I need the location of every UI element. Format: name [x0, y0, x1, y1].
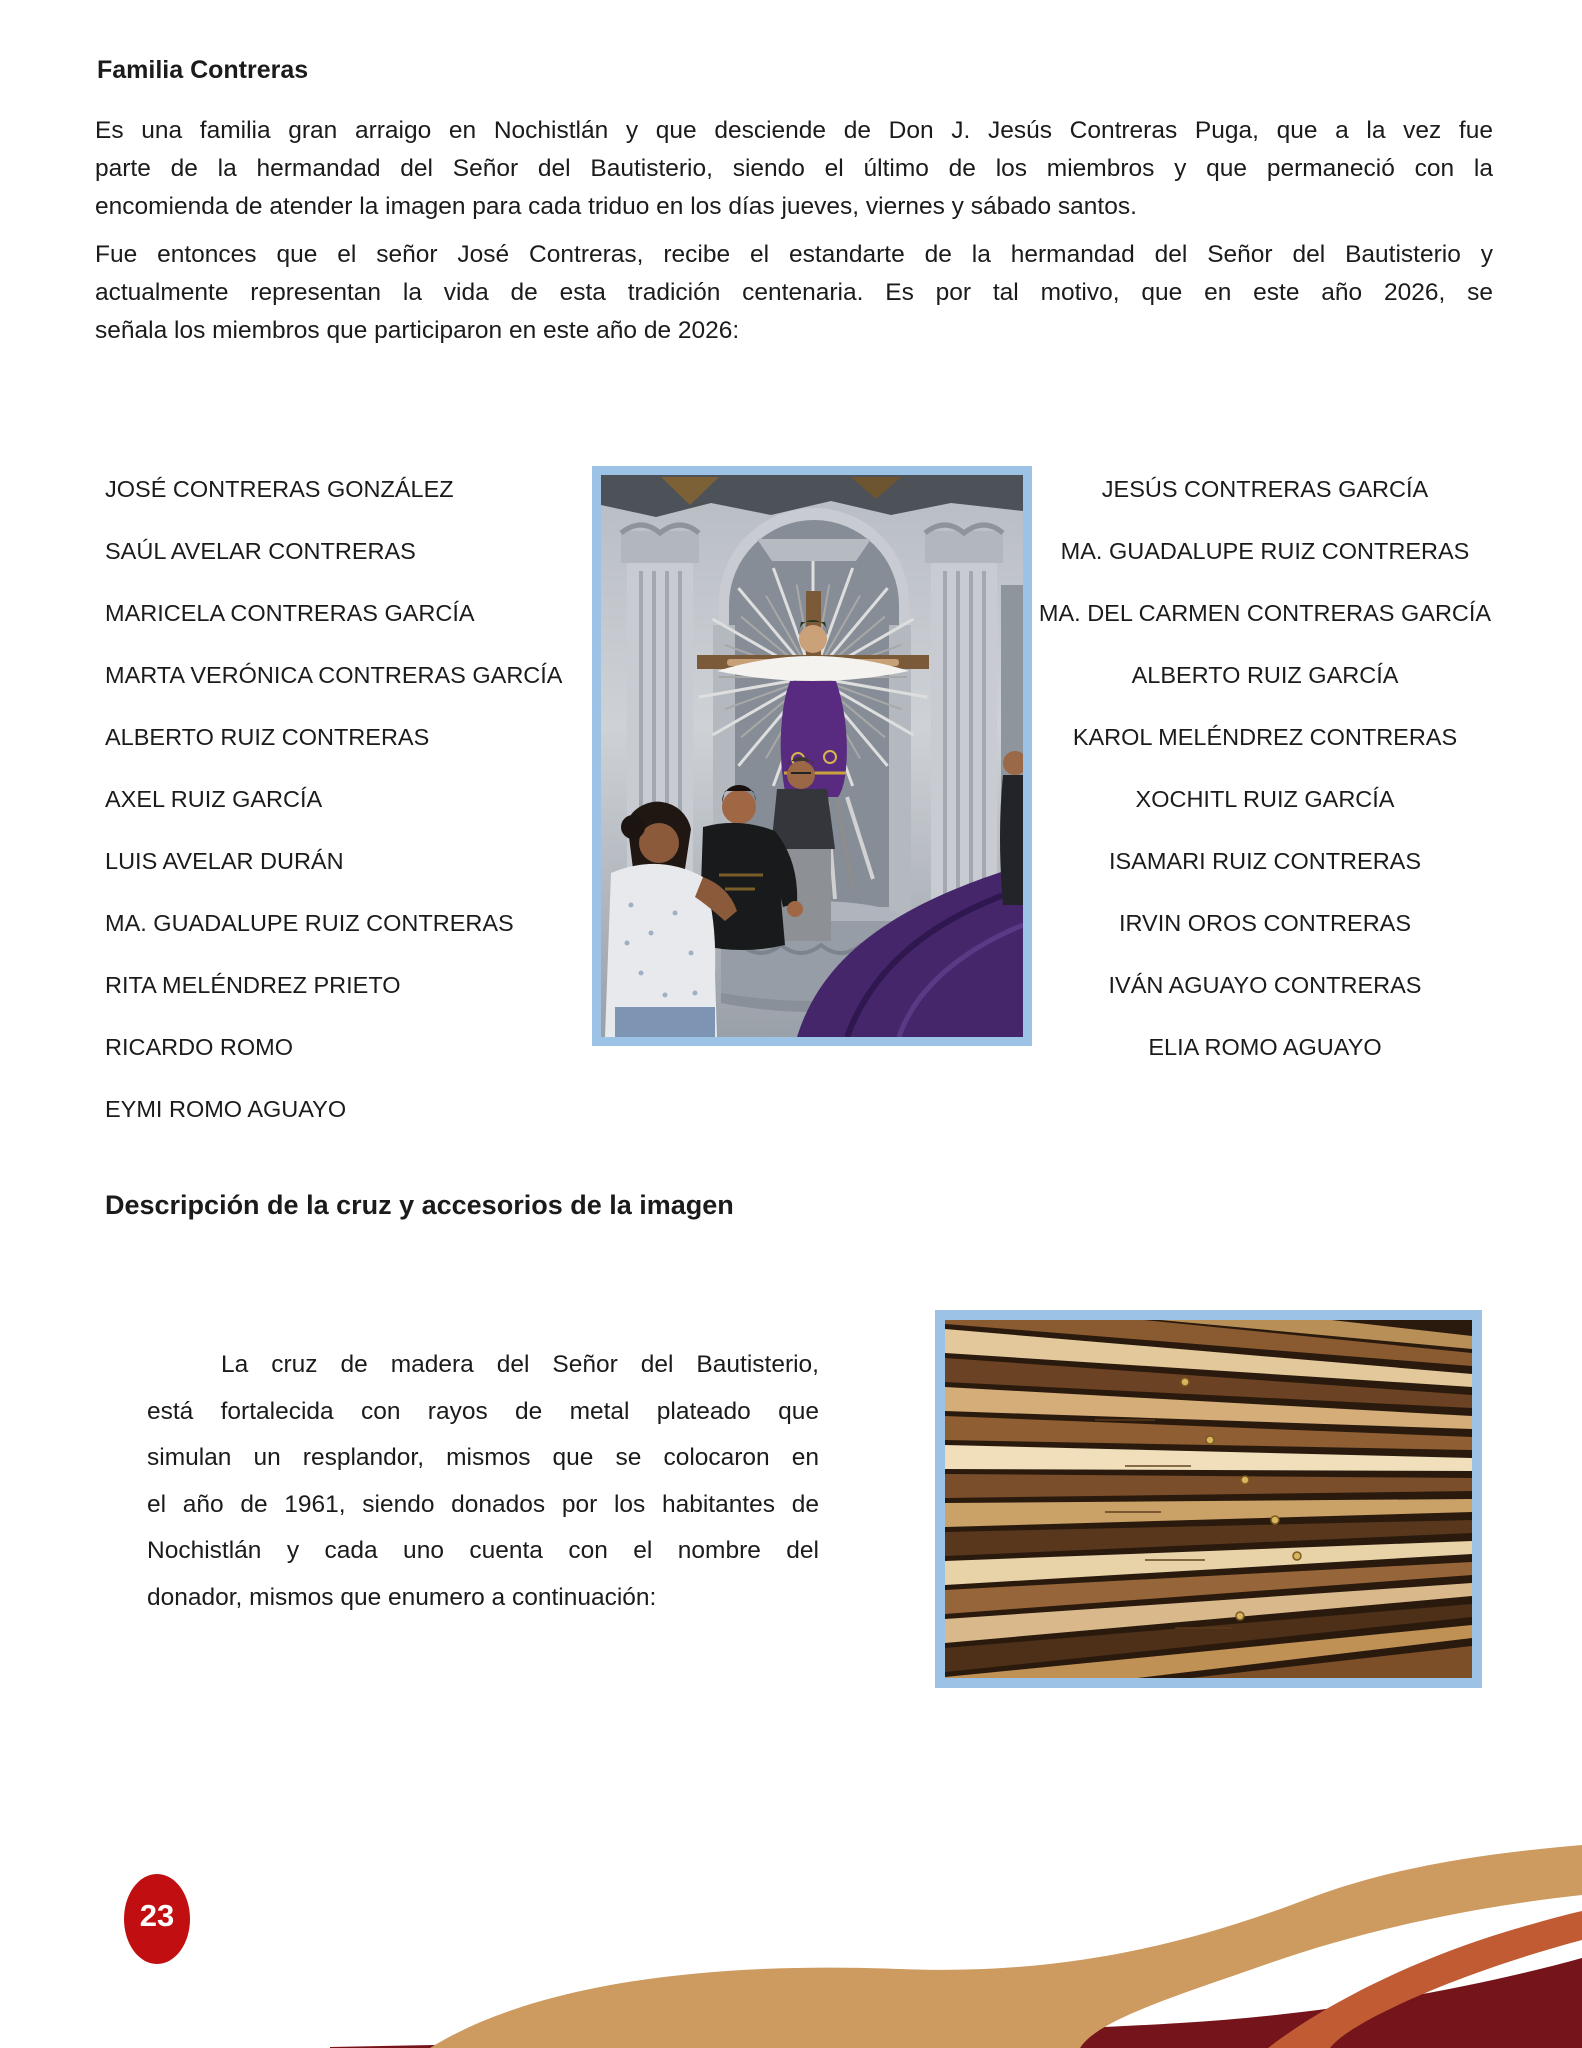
member-name: SAÚL AVELAR CONTRERAS [105, 538, 416, 564]
paragraph-line: el año de 1961, siendo donados por los habitantes de [147, 1490, 819, 1518]
member-name: MA. GUADALUPE RUIZ CONTRERAS [1060, 538, 1470, 564]
member-name: MA. GUADALUPE RUIZ CONTRERAS [105, 910, 514, 936]
paragraph-line: Fue entonces que el señor José Contreras, recibe el estandarte de la hermandad del Señor del Bautisterio y [95, 241, 1493, 268]
paragraph-line: está fortalecida con rayos de metal plateado que [147, 1397, 819, 1425]
paragraph-line: Nochistlán y cada uno cuenta con el nombre del [147, 1537, 819, 1564]
member-name: ALBERTO RUIZ GARCÍA [1131, 662, 1399, 688]
member-name: KAROL MELÉNDREZ CONTRERAS [1072, 724, 1458, 750]
member-name: XOCHITL RUIZ GARCÍA [1135, 786, 1395, 812]
cross-description-paragraph [147, 1342, 819, 1621]
paragraph-line: La cruz de madera del Señor del Bautisterio, [221, 1351, 819, 1378]
page-number: 23 [139, 1898, 175, 1933]
rays-photo [935, 1310, 1482, 1688]
intro-paragraph [95, 112, 1493, 226]
crucifix-photo [592, 466, 1032, 1046]
paragraph-line: Es una familia gran arraigo en Nochistlán y que desciende de Don J. Jesús Contreras Puga, que a la vez fue [95, 117, 1493, 144]
member-name: AXEL RUIZ GARCÍA [105, 786, 323, 812]
bottom-wave-decoration [0, 1828, 1582, 2048]
members-list-left [105, 476, 605, 1158]
paragraph-line: señala los miembros que participaron en este año de 2026: [95, 317, 740, 344]
paragraph-line: parte de la hermandad del Señor del Bautisterio, siendo el último de los miembros y que permaneció con la [95, 155, 1493, 182]
member-name: IRVIN OROS CONTRERAS [1118, 910, 1412, 936]
member-name: RICARDO ROMO [105, 1034, 293, 1060]
paragraph-line: donador, mismos que enumero a continuación: [147, 1583, 657, 1611]
member-name: JESÚS CONTRERAS GARCÍA [1101, 476, 1429, 502]
standard-bearer-paragraph [95, 236, 1493, 350]
page-title: Familia Contreras [97, 56, 309, 84]
member-name: MARTA VERÓNICA CONTRERAS GARCÍA [105, 662, 563, 688]
member-name: MARICELA CONTRERAS GARCÍA [105, 600, 475, 626]
paragraph-line: simulan un resplandor, mismos que se colocaron en [147, 1444, 819, 1471]
paragraph-line: actualmente representan la vida de esta tradición centenaria. Es por tal motivo, que en este año 2026, se [95, 279, 1493, 306]
section-heading: Descripción de la cruz y accesorios de la imagen [105, 1190, 734, 1220]
member-name: JOSÉ CONTRERAS GONZÁLEZ [105, 476, 454, 502]
member-name: MA. DEL CARMEN CONTRERAS GARCÍA [1038, 600, 1492, 626]
member-name: EYMI ROMO AGUAYO [105, 1096, 347, 1122]
crucifix-photo-illustration [601, 475, 1023, 1037]
member-name: IVÁN AGUAYO CONTRERAS [1108, 972, 1422, 998]
member-name: ALBERTO RUIZ CONTRERAS [105, 724, 430, 750]
member-name: RITA MELÉNDREZ PRIETO [105, 972, 401, 998]
members-list-right [1028, 476, 1502, 1096]
member-name: ELIA ROMO AGUAYO [1148, 1034, 1382, 1060]
member-name: ISAMARI RUIZ CONTRERAS [1108, 848, 1422, 874]
rays-photo-illustration [945, 1320, 1472, 1678]
member-name: LUIS AVELAR DURÁN [105, 848, 344, 874]
paragraph-line: encomienda de atender la imagen para cada triduo en los días jueves, viernes y sábado santos. [95, 193, 1137, 220]
